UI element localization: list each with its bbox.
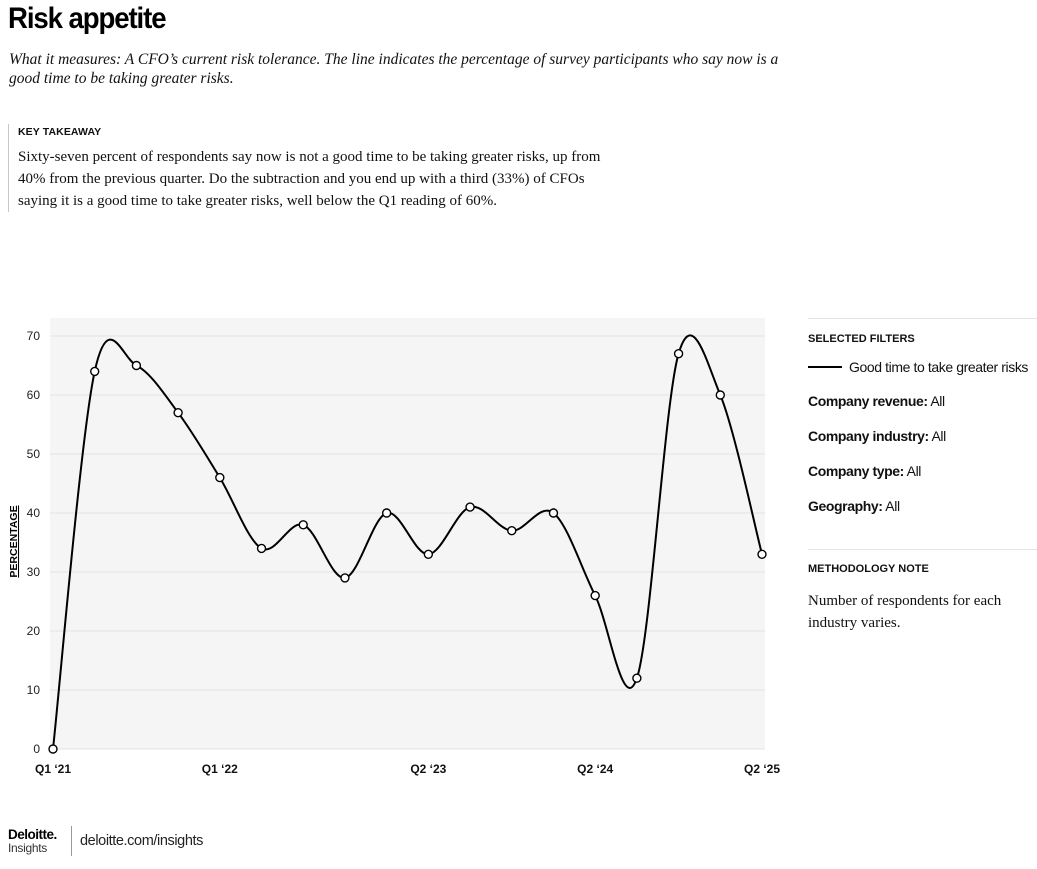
panel-divider	[808, 318, 1037, 319]
filter-value: All	[906, 463, 922, 479]
data-point	[258, 544, 266, 552]
y-tick-label: 30	[26, 565, 40, 579]
filter-geography[interactable]	[808, 498, 1037, 515]
x-tick-label: Q1 ‘22	[201, 762, 238, 776]
selected-filters-label: SELECTED FILTERS	[808, 333, 915, 345]
data-point	[91, 367, 99, 375]
data-point	[424, 550, 432, 558]
panel-divider	[808, 549, 1037, 550]
y-tick-label: 70	[26, 329, 40, 343]
key-takeaway	[8, 124, 618, 212]
legend-item[interactable]	[808, 359, 1037, 375]
filter-value: All	[931, 428, 946, 444]
x-tick-label: Q1 ‘21	[34, 762, 72, 776]
filter-company-industry[interactable]	[808, 428, 1037, 445]
data-point	[383, 509, 391, 517]
x-tick-label: Q2 ‘24	[577, 762, 614, 776]
data-point	[49, 745, 57, 753]
y-tick-label: 10	[26, 683, 40, 697]
footer-divider	[71, 826, 72, 856]
y-tick-label: 60	[26, 388, 40, 402]
filter-value: All	[885, 498, 900, 514]
x-tick-label: Q2 ‘23	[410, 762, 447, 776]
data-point	[591, 592, 599, 600]
data-point	[216, 474, 224, 482]
key-takeaway-text: Sixty-seven percent of respondents say now is not a good time to be taking greater risks, up from 40% from the previous quarter. Do the subtraction and you end up with a third (33%) of CFOs saying it is a good time to take greater risks, well below the Q1 reading of 60%.	[18, 149, 601, 209]
filter-value: All	[930, 393, 945, 409]
data-point	[174, 409, 182, 417]
filter-key: Company industry:	[808, 428, 929, 444]
filter-company-type[interactable]	[808, 463, 1037, 480]
methodology-note-text: Number of respondents for each industry varies.	[808, 593, 1002, 631]
page-subtitle: What it measures: A CFO’s current risk tolerance. The line indicates the percentage of survey participants who say now is a good time to be taking greater risks.	[9, 51, 779, 87]
data-point	[299, 521, 307, 529]
data-point	[716, 391, 724, 399]
filter-key: Company revenue:	[808, 393, 928, 409]
key-takeaway-label: KEY TAKEAWAY	[18, 126, 102, 138]
deloitte-insights-logo[interactable]	[8, 826, 70, 855]
y-tick-label: 0	[33, 742, 40, 756]
y-axis-title: PERCENTAGE	[8, 505, 20, 578]
filters-panel	[808, 318, 1037, 634]
y-tick-label: 50	[26, 447, 40, 461]
data-point	[466, 503, 474, 511]
methodology-note-label: METHODOLOGY NOTE	[808, 563, 929, 575]
footer	[8, 826, 203, 856]
page-title: Risk appetite	[8, 2, 166, 35]
y-tick-label: 40	[26, 506, 40, 520]
data-point	[633, 674, 641, 682]
footer-link[interactable]: deloitte.com/insights	[80, 833, 203, 849]
filter-key: Geography:	[808, 498, 883, 514]
logo-subtitle: Insights	[8, 840, 47, 855]
data-point	[758, 550, 766, 558]
y-tick-label: 20	[26, 624, 40, 638]
data-point	[549, 509, 557, 517]
data-point	[132, 362, 140, 370]
risk-appetite-line-chart	[0, 312, 790, 782]
filter-key: Company type:	[808, 463, 904, 479]
x-tick-label: Q2 ‘25	[743, 762, 781, 776]
data-point	[508, 527, 516, 535]
data-point	[675, 350, 683, 358]
logo-wordmark: Deloitte.	[8, 826, 57, 842]
filter-company-revenue[interactable]	[808, 393, 1037, 410]
data-point	[341, 574, 349, 582]
legend-label: Good time to take greater risks	[849, 359, 1029, 375]
legend-line-swatch	[808, 366, 842, 368]
